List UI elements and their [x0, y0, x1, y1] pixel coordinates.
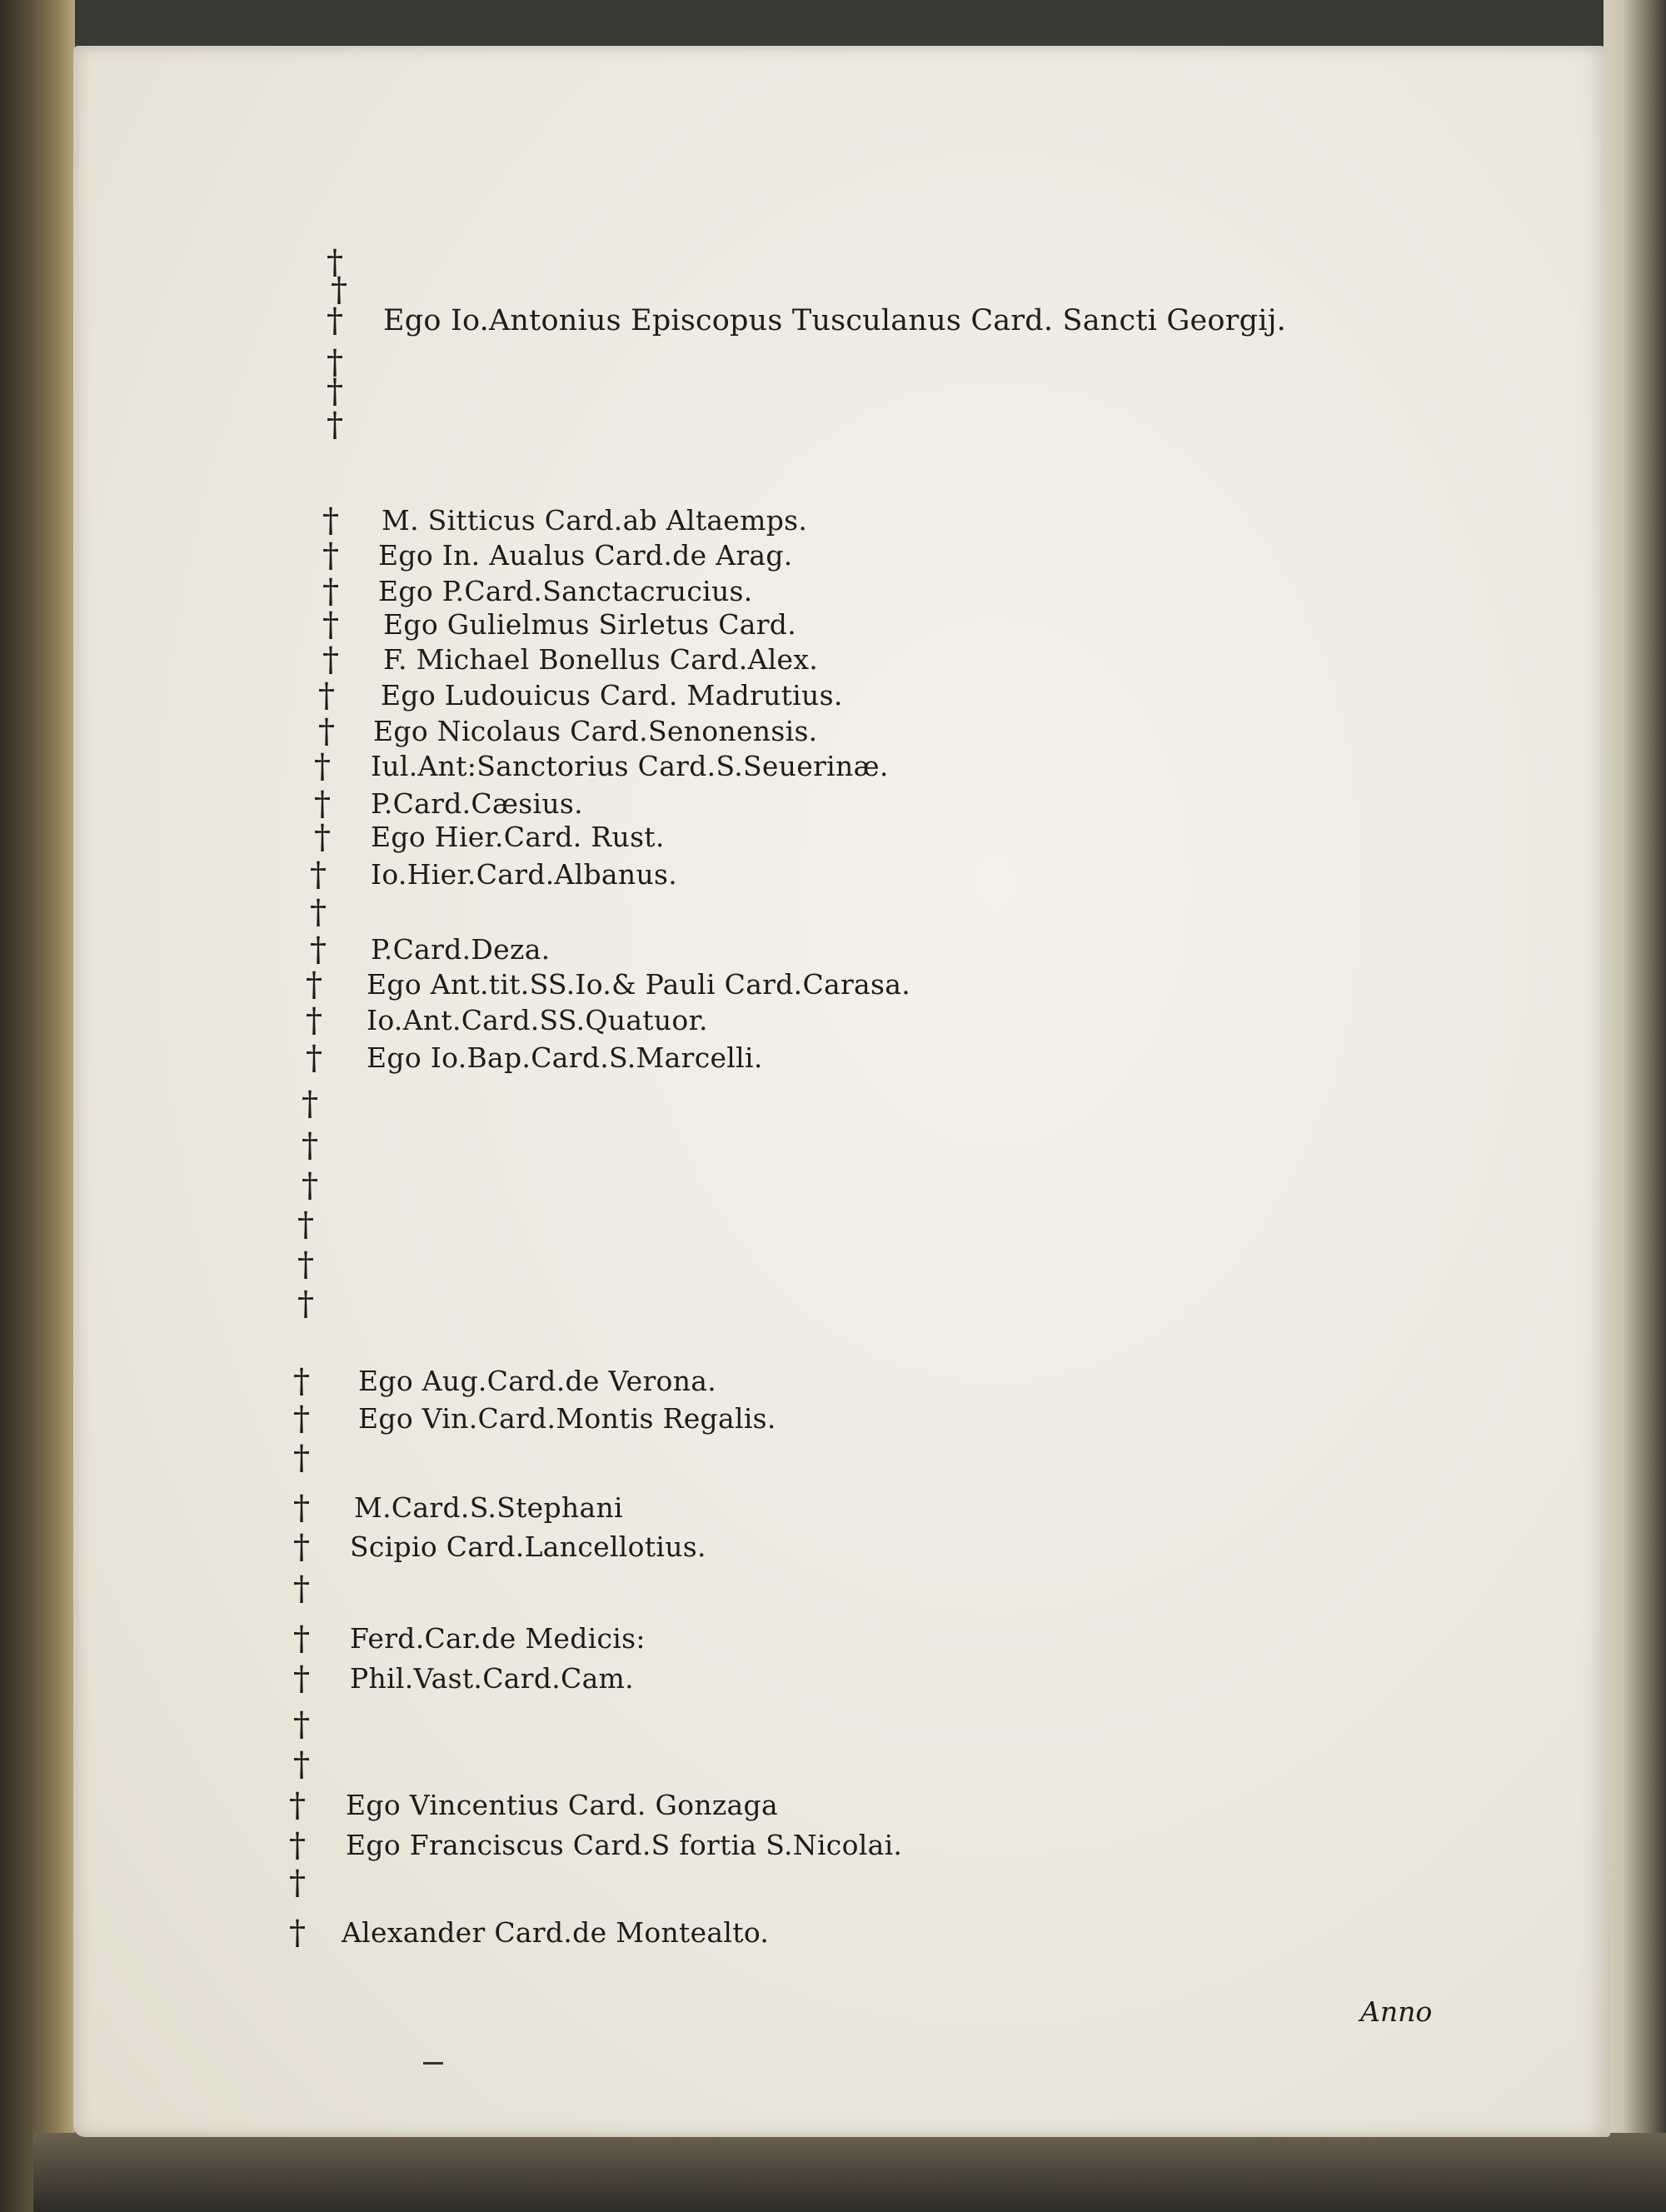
- cross-mark: †: [314, 785, 331, 823]
- cross-mark: †: [293, 1528, 310, 1566]
- cross-mark: †: [327, 243, 343, 282]
- cross-mark: †: [302, 1126, 318, 1165]
- cross-mark: †: [306, 1001, 322, 1040]
- signature-line: Ego P.Card.Sanctacrucius.: [378, 575, 753, 607]
- signature-line: Ego Hier.Card. Rust.: [371, 821, 665, 853]
- cross-mark: †: [302, 1166, 318, 1205]
- cross-mark: †: [327, 343, 343, 382]
- book-page: [73, 46, 1610, 2137]
- signature-line: Ego Aug.Card.de Verona.: [358, 1365, 717, 1397]
- cross-mark: †: [310, 893, 327, 931]
- signature-line: Io.Hier.Card.Albanus.: [371, 858, 678, 891]
- signature-line: Ego Ludouicus Card. Madrutius.: [381, 679, 843, 712]
- signature-line: Iul.Ant:Sanctorius Card.S.Seuerinæ.: [371, 750, 889, 782]
- cross-mark: †: [331, 271, 347, 309]
- book-facing-page-edge: [1604, 0, 1666, 2212]
- signature-line: Ego Io.Bap.Card.S.Marcelli.: [367, 1041, 763, 1074]
- signature-line: Scipio Card.Lancellotius.: [350, 1530, 706, 1563]
- cross-mark: †: [327, 372, 343, 411]
- signature-line: Ego Ant.tit.SS.Io.& Pauli Card.Carasa.: [367, 968, 911, 1001]
- cross-mark: †: [289, 1914, 306, 1952]
- cross-mark: †: [327, 406, 343, 444]
- cross-mark: †: [322, 572, 339, 611]
- cross-mark: †: [293, 1705, 310, 1744]
- cross-mark: †: [322, 537, 339, 575]
- signature-line: Alexander Card.de Montealto.: [342, 1916, 770, 1949]
- cross-mark: †: [297, 1285, 314, 1323]
- signature-line: Ego In. Aualus Card.de Arag.: [378, 539, 793, 572]
- cross-mark: †: [293, 1489, 310, 1527]
- signature-line: Ferd.Car.de Medicis:: [350, 1622, 646, 1655]
- signature-line: F. Michael Bonellus Card.Alex.: [383, 643, 819, 676]
- cross-mark: †: [306, 1039, 322, 1077]
- cross-mark: †: [297, 1246, 314, 1284]
- cross-mark: †: [322, 641, 339, 679]
- cross-mark: †: [314, 747, 331, 786]
- cross-mark: †: [297, 1206, 314, 1244]
- cross-mark: †: [289, 1864, 306, 1902]
- signature-line: Ego Franciscus Card.S fortia S.Nicolai.: [346, 1829, 903, 1861]
- cross-mark: †: [293, 1400, 310, 1438]
- cross-mark: †: [289, 1826, 306, 1865]
- cross-mark: †: [322, 606, 339, 644]
- signature-line: Ego Io.Antonius Episcopus Tusculanus Card. Sancti Georgij.: [383, 304, 1286, 337]
- signature-line: P.Card.Deza.: [371, 933, 551, 966]
- cross-mark: †: [318, 712, 335, 751]
- cross-mark: †: [314, 818, 331, 856]
- signature-line: Io.Ant.Card.SS.Quatuor.: [367, 1004, 708, 1036]
- cross-mark: †: [310, 856, 327, 894]
- cross-mark: †: [293, 1745, 310, 1784]
- signature-line: M. Sitticus Card.ab Altaemps.: [382, 504, 808, 537]
- signature-line: Ego Vin.Card.Montis Regalis.: [358, 1402, 776, 1435]
- book-binding-left: [0, 0, 75, 2212]
- cross-mark: †: [327, 302, 343, 340]
- signature-line: Ego Vincentius Card. Gonzaga: [346, 1789, 778, 1821]
- cross-mark: †: [293, 1620, 310, 1658]
- cross-mark: †: [293, 1660, 310, 1698]
- cross-mark: †: [293, 1439, 310, 1477]
- cross-mark: †: [293, 1362, 310, 1401]
- cross-mark: †: [310, 931, 327, 969]
- signature-line: Phil.Vast.Card.Cam.: [350, 1662, 634, 1695]
- signature-line: M.Card.S.Stephani: [354, 1491, 623, 1524]
- signature-line: P.Card.Cæsius.: [371, 787, 583, 820]
- cross-mark: †: [322, 502, 339, 540]
- cross-mark: †: [302, 1085, 318, 1123]
- catchword: Anno: [1360, 1995, 1433, 2028]
- signature-line: Ego Nicolaus Card.Senonensis.: [373, 715, 818, 747]
- signature-line: Ego Gulielmus Sirletus Card.: [383, 608, 797, 641]
- cross-mark: †: [289, 1786, 306, 1825]
- cross-mark: †: [306, 966, 322, 1004]
- cross-mark: †: [293, 1570, 310, 1608]
- bottom-left-rule: [423, 2062, 443, 2065]
- book-binding-bottom: [33, 2133, 1666, 2212]
- cross-mark: †: [318, 677, 335, 715]
- show-through-text: [540, 279, 1589, 1346]
